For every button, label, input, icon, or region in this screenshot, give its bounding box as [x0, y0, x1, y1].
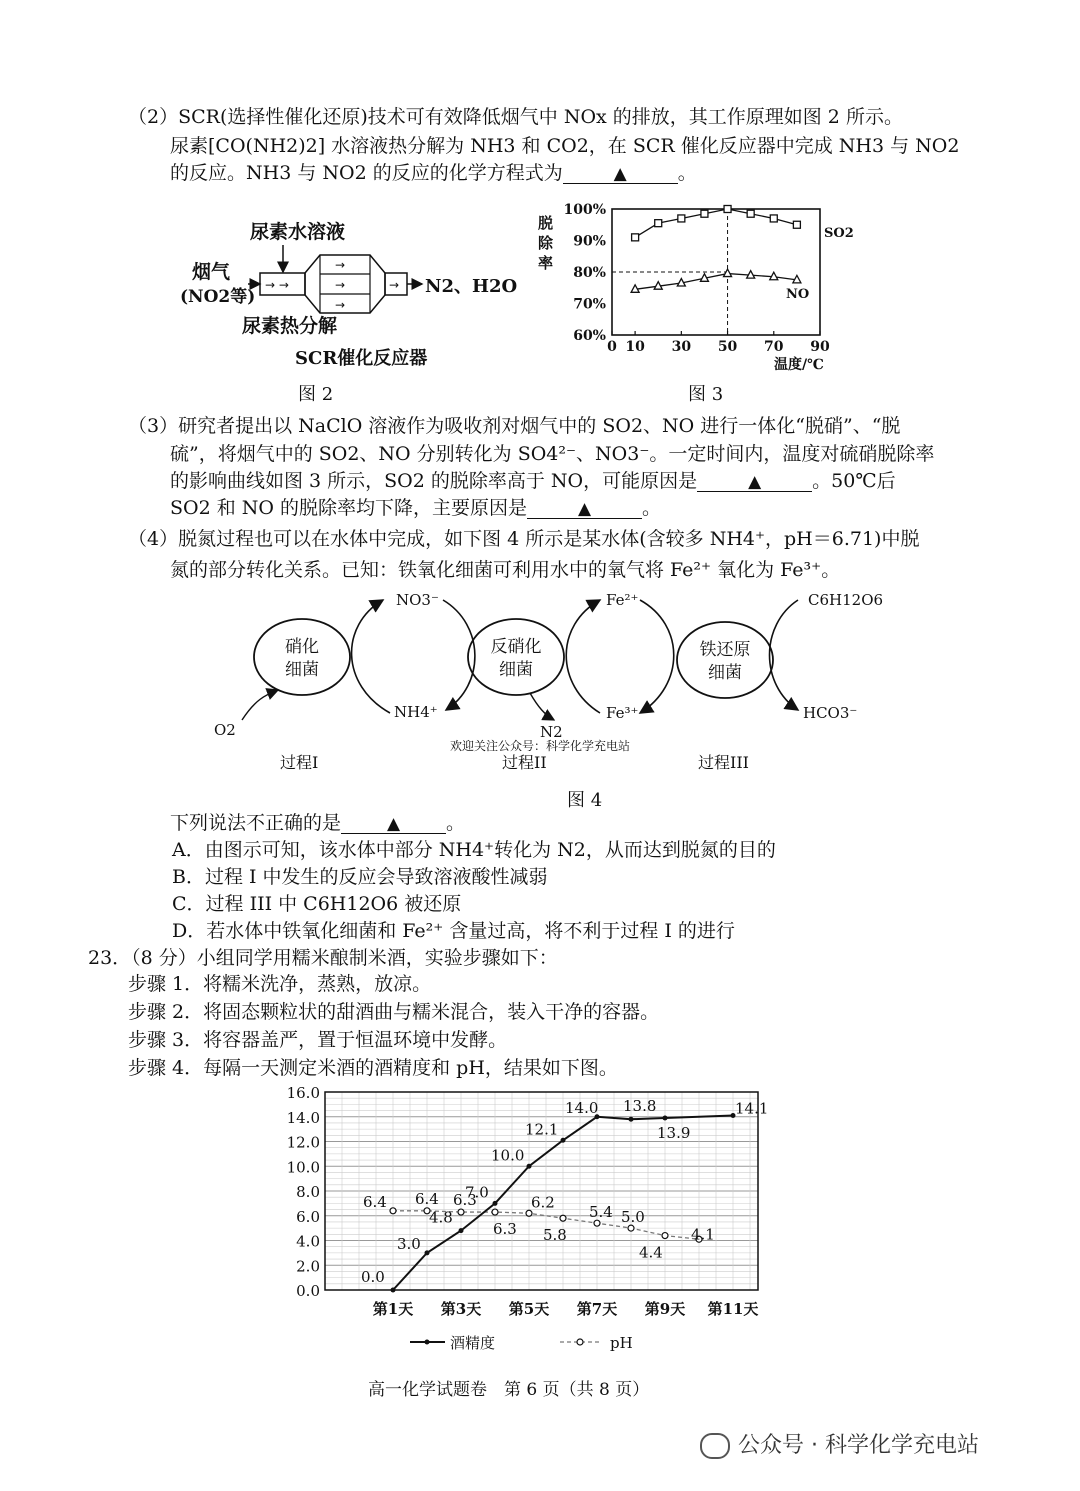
wine-ytick-label: 6.0 [296, 1207, 320, 1226]
fig3-point-so2 [655, 220, 662, 227]
wine-data-label-alcohol: 14.1 [735, 1099, 769, 1118]
fig3-series-label-no: NO [786, 286, 810, 302]
wine-ytick-label: 10.0 [286, 1158, 320, 1177]
wine-point-ph [458, 1209, 464, 1215]
wine-data-label-ph: 6.2 [531, 1193, 555, 1212]
q3-line-3-end: 。50℃后 [812, 470, 896, 492]
bacteria-1-line-1: 硝化 [285, 637, 319, 657]
wine-point-ph [662, 1233, 668, 1239]
figure-3-caption: 图 3 [688, 384, 724, 405]
fig2-reactor-name: SCR催化反应器 [295, 348, 428, 369]
wine-xtick-label: 第3天 [440, 1300, 482, 1318]
rice-wine-chart [270, 1080, 790, 1365]
denitrifying-bacteria [468, 619, 564, 695]
legend-marker-alcohol [425, 1340, 430, 1345]
option-a[interactable]: A．由图示可知，该水体中部分 NH4⁺转化为 N2，从而达到脱氮的目的 [172, 839, 776, 861]
q3-line-1: （3）研究者提出以 NaClO 溶液作为吸收剂对烟气中的 SO2、NO 进行一体化“脱硝”、“脱 [128, 415, 901, 437]
page-footer: 高一化学试题卷 第 6 页（共 8 页） [368, 1380, 650, 1400]
wine-data-label-alcohol: 10.0 [491, 1146, 525, 1165]
wine-ytick-label: 14.0 [286, 1108, 320, 1127]
fig3-xtick-label: 70 [764, 339, 784, 355]
q2-line-3-end: 。 [677, 162, 697, 184]
wine-point-alcohol [391, 1288, 396, 1293]
wine-data-label-ph: 6.4 [363, 1192, 387, 1211]
fig3-ytick-label: 100% [563, 202, 606, 218]
watermark-text: 公众号 · 科学化学充电站 [738, 1433, 979, 1458]
wine-xtick-label: 第9天 [644, 1300, 686, 1318]
wine-xtick-label: 第11天 [707, 1300, 759, 1318]
q4-line-2: 氮的部分转化关系。已知：铁氧化细菌可利用水中的氧气将 Fe²⁺ 氧化为 Fe³⁺。 [170, 559, 841, 581]
wine-point-alcohol [663, 1115, 668, 1120]
fig3-point-so2 [770, 215, 777, 222]
q3-line-3 [170, 468, 896, 494]
wine-xtick-label: 第5天 [508, 1300, 550, 1318]
fig3-ylabel-char: 除 [538, 234, 554, 252]
o2-label: O2 [214, 721, 236, 739]
q23-title: 23．（8 分）小组同学用糯米酿制米酒，实验步骤如下： [88, 947, 558, 969]
fig3-xtick-label: 50 [717, 339, 738, 355]
legend-label-alcohol: 酒精度 [450, 1334, 496, 1352]
q4-line-1: （4）脱氮过程也可以在水体中完成，如下图 4 所示是某水体(含较多 NH4⁺，pH＝6.71)中脱 [128, 528, 920, 550]
answer-blank[interactable]: ▲ [341, 815, 446, 834]
q2-line-3 [170, 160, 697, 186]
fig3-ytick-label: 60% [573, 328, 606, 344]
bacteria-2-line-2: 细菌 [499, 660, 533, 680]
wine-data-label-ph: 5.8 [543, 1226, 567, 1245]
wechat-icon [700, 1433, 730, 1459]
legend-marker-ph [577, 1339, 583, 1345]
wine-ytick-label: 16.0 [286, 1084, 320, 1102]
nitrifying-bacteria [254, 619, 350, 695]
fe2-label: Fe²⁺ [606, 591, 639, 609]
q3-line-3-text: 的影响曲线如图 3 所示，SO2 的脱除率高于 NO，可能原因是 [170, 470, 698, 492]
q3-line-4 [170, 495, 661, 521]
wine-data-label-alcohol: 7.0 [465, 1183, 489, 1202]
fig3-xtick-label: 10 [625, 339, 645, 355]
fig3-point-no [724, 269, 732, 277]
q23-step-4: 步骤 4．每隔一天测定米酒的酒精度和 pH，结果如下图。 [128, 1057, 618, 1079]
wine-data-label-ph: 5.4 [589, 1203, 613, 1222]
fig2-out-label: N2、H2O [425, 276, 518, 297]
wine-point-alcohol [527, 1164, 532, 1169]
wine-ytick-label: 4.0 [296, 1232, 320, 1251]
figure-3-chart [530, 192, 860, 377]
q3-line-4-end: 。 [642, 497, 662, 519]
nh4-label: NH4⁺ [394, 703, 438, 721]
svg-text:→: → [335, 298, 346, 312]
wine-data-label-alcohol: 13.9 [657, 1123, 691, 1142]
bottom-watermark [700, 1428, 979, 1459]
wine-data-label-ph: 4.4 [639, 1243, 663, 1262]
figure-4-caption: 图 4 [567, 790, 603, 811]
q4-stem-text: 下列说法不正确的是 [170, 812, 342, 834]
q4-stem [170, 810, 465, 836]
fig3-point-so2 [678, 215, 685, 222]
svg-text:→: → [335, 278, 346, 292]
q2-line-2: 尿素[CO(NH2)2] 水溶液热分解为 NH3 和 CO2，在 SCR 催化反应器中完成 NH3 与 NO2 [170, 135, 960, 157]
n2-label: N2 [540, 723, 563, 741]
q23-step-3: 步骤 3．将容器盖严，置于恒温环境中发酵。 [128, 1029, 508, 1051]
wine-point-alcohol [493, 1201, 498, 1206]
bacteria-2-line-1: 反硝化 [490, 637, 542, 657]
q2-line-3-text: 的反应。NH3 与 NO2 的反应的化学方程式为 [170, 162, 563, 184]
wine-data-label-ph: 5.0 [621, 1208, 645, 1227]
fig3-point-so2 [724, 206, 731, 213]
svg-text:→: → [335, 258, 346, 272]
fig3-series-label-so2: SO2 [824, 225, 854, 241]
wine-point-ph [560, 1215, 566, 1221]
center-watermark: 欢迎关注公众号：科学化学充电站 [450, 739, 631, 753]
bacteria-1-line-2: 细菌 [285, 660, 319, 680]
fe3-label: Fe³⁺ [606, 704, 639, 722]
wine-data-label-alcohol: 3.0 [397, 1234, 421, 1253]
bacteria-3-line-1: 铁还原 [699, 640, 751, 660]
fig3-xtick-label: 90 [810, 339, 830, 355]
wine-data-label-ph: 6.3 [453, 1191, 477, 1210]
option-c[interactable]: C．过程 III 中 C6H12O6 被还原 [172, 893, 462, 915]
answer-blank[interactable]: ▲ [563, 165, 678, 184]
fig3-point-so2 [701, 210, 708, 217]
wine-data-label-ph: 4.1 [691, 1225, 715, 1244]
option-b[interactable]: B．过程 I 中发生的反应会导致溶液酸性减弱 [172, 866, 548, 888]
fig3-point-so2 [747, 210, 754, 217]
process-2-label: 过程II [502, 753, 547, 772]
wine-xtick-label: 第7天 [576, 1300, 618, 1318]
fig3-ytick-label: 70% [573, 296, 606, 313]
fig2-top-label: 尿素水溶液 [250, 221, 346, 243]
wine-point-ph [492, 1209, 498, 1215]
fig3-ytick-label: 90% [573, 233, 606, 250]
figure-2-scr-diagram [170, 210, 520, 375]
fig2-in-label-1: 烟气 [192, 261, 231, 283]
process-1-label: 过程I [280, 753, 319, 772]
q23-step-2: 步骤 2．将固态颗粒状的甜酒曲与糯米混合，装入干净的容器。 [128, 1001, 660, 1023]
no3-label: NO3⁻ [396, 591, 439, 609]
iron-reducing-bacteria [677, 622, 773, 698]
wine-ytick-label: 12.0 [286, 1133, 320, 1152]
wine-point-alcohol [629, 1117, 634, 1122]
bacteria-3-line-2: 细菌 [708, 663, 742, 683]
wine-point-alcohol [425, 1250, 430, 1255]
fig3-ylabel-char: 脱 [538, 214, 554, 232]
fig3-xtick-label: 30 [671, 339, 692, 355]
q3-line-2: 硫”，将烟气中的 SO2、NO 分别转化为 SO4²⁻、NO3⁻。一定时间内，温度对硫硝脱除率 [170, 443, 935, 465]
answer-blank[interactable]: ▲ [697, 473, 812, 492]
fig2-bottom-label: 尿素热分解 [242, 315, 338, 337]
fig3-ylabel-char: 率 [538, 254, 554, 272]
process-3-label: 过程III [698, 753, 749, 772]
wine-data-label-alcohol: 12.1 [525, 1120, 559, 1139]
legend-label-ph: pH [610, 1334, 633, 1352]
q4-stem-end: 。 [446, 812, 466, 834]
q23-step-1: 步骤 1．将糯米洗净，蒸熟，放凉。 [128, 973, 432, 995]
wine-ytick-label: 8.0 [296, 1183, 320, 1201]
figure-4-nitrogen-cycle [200, 585, 900, 780]
fig3-point-so2 [632, 234, 639, 241]
wine-point-alcohol [459, 1228, 464, 1233]
wine-ytick-label: 2.0 [296, 1257, 320, 1276]
wine-xtick-label: 第1天 [372, 1300, 414, 1318]
fig3-xlabel: 温度/℃ [774, 357, 824, 373]
figure-2-caption: 图 2 [298, 384, 334, 405]
wine-data-label-ph: 6.3 [493, 1220, 517, 1239]
wine-data-label-alcohol: 4.8 [429, 1208, 453, 1227]
wine-point-ph [390, 1208, 396, 1214]
fig3-point-so2 [793, 221, 800, 228]
wine-ytick-label: 0.0 [296, 1282, 320, 1300]
q3-line-4-text: SO2 和 NO 的脱除率均下降，主要原因是 [170, 497, 528, 519]
q2-line-1: （2）SCR(选择性催化还原)技术可有效降低烟气中 NOx 的排放，其工作原理如图 2 所示。 [128, 106, 903, 128]
option-d[interactable]: D．若水体中铁氧化细菌和 Fe²⁺ 含量过高，将不利于过程 I 的进行 [172, 920, 735, 942]
fig3-xtick-label: 0 [607, 339, 617, 355]
glucose-label: C6H12O6 [808, 591, 884, 609]
wine-data-label-alcohol: 14.0 [565, 1098, 599, 1117]
svg-text:→ →: → → [265, 278, 289, 292]
wine-data-label-alcohol: 13.8 [623, 1097, 657, 1116]
wine-point-alcohol [561, 1138, 566, 1143]
svg-text:→: → [389, 278, 400, 292]
wine-data-label-alcohol: 0.0 [361, 1268, 385, 1286]
wine-data-label-ph: 6.4 [415, 1189, 439, 1208]
hco3-label: HCO3⁻ [803, 704, 858, 722]
fig2-in-label-2: (NO2等) [180, 287, 256, 307]
fig3-ytick-label: 80% [573, 265, 606, 281]
answer-blank[interactable]: ▲ [527, 500, 642, 519]
